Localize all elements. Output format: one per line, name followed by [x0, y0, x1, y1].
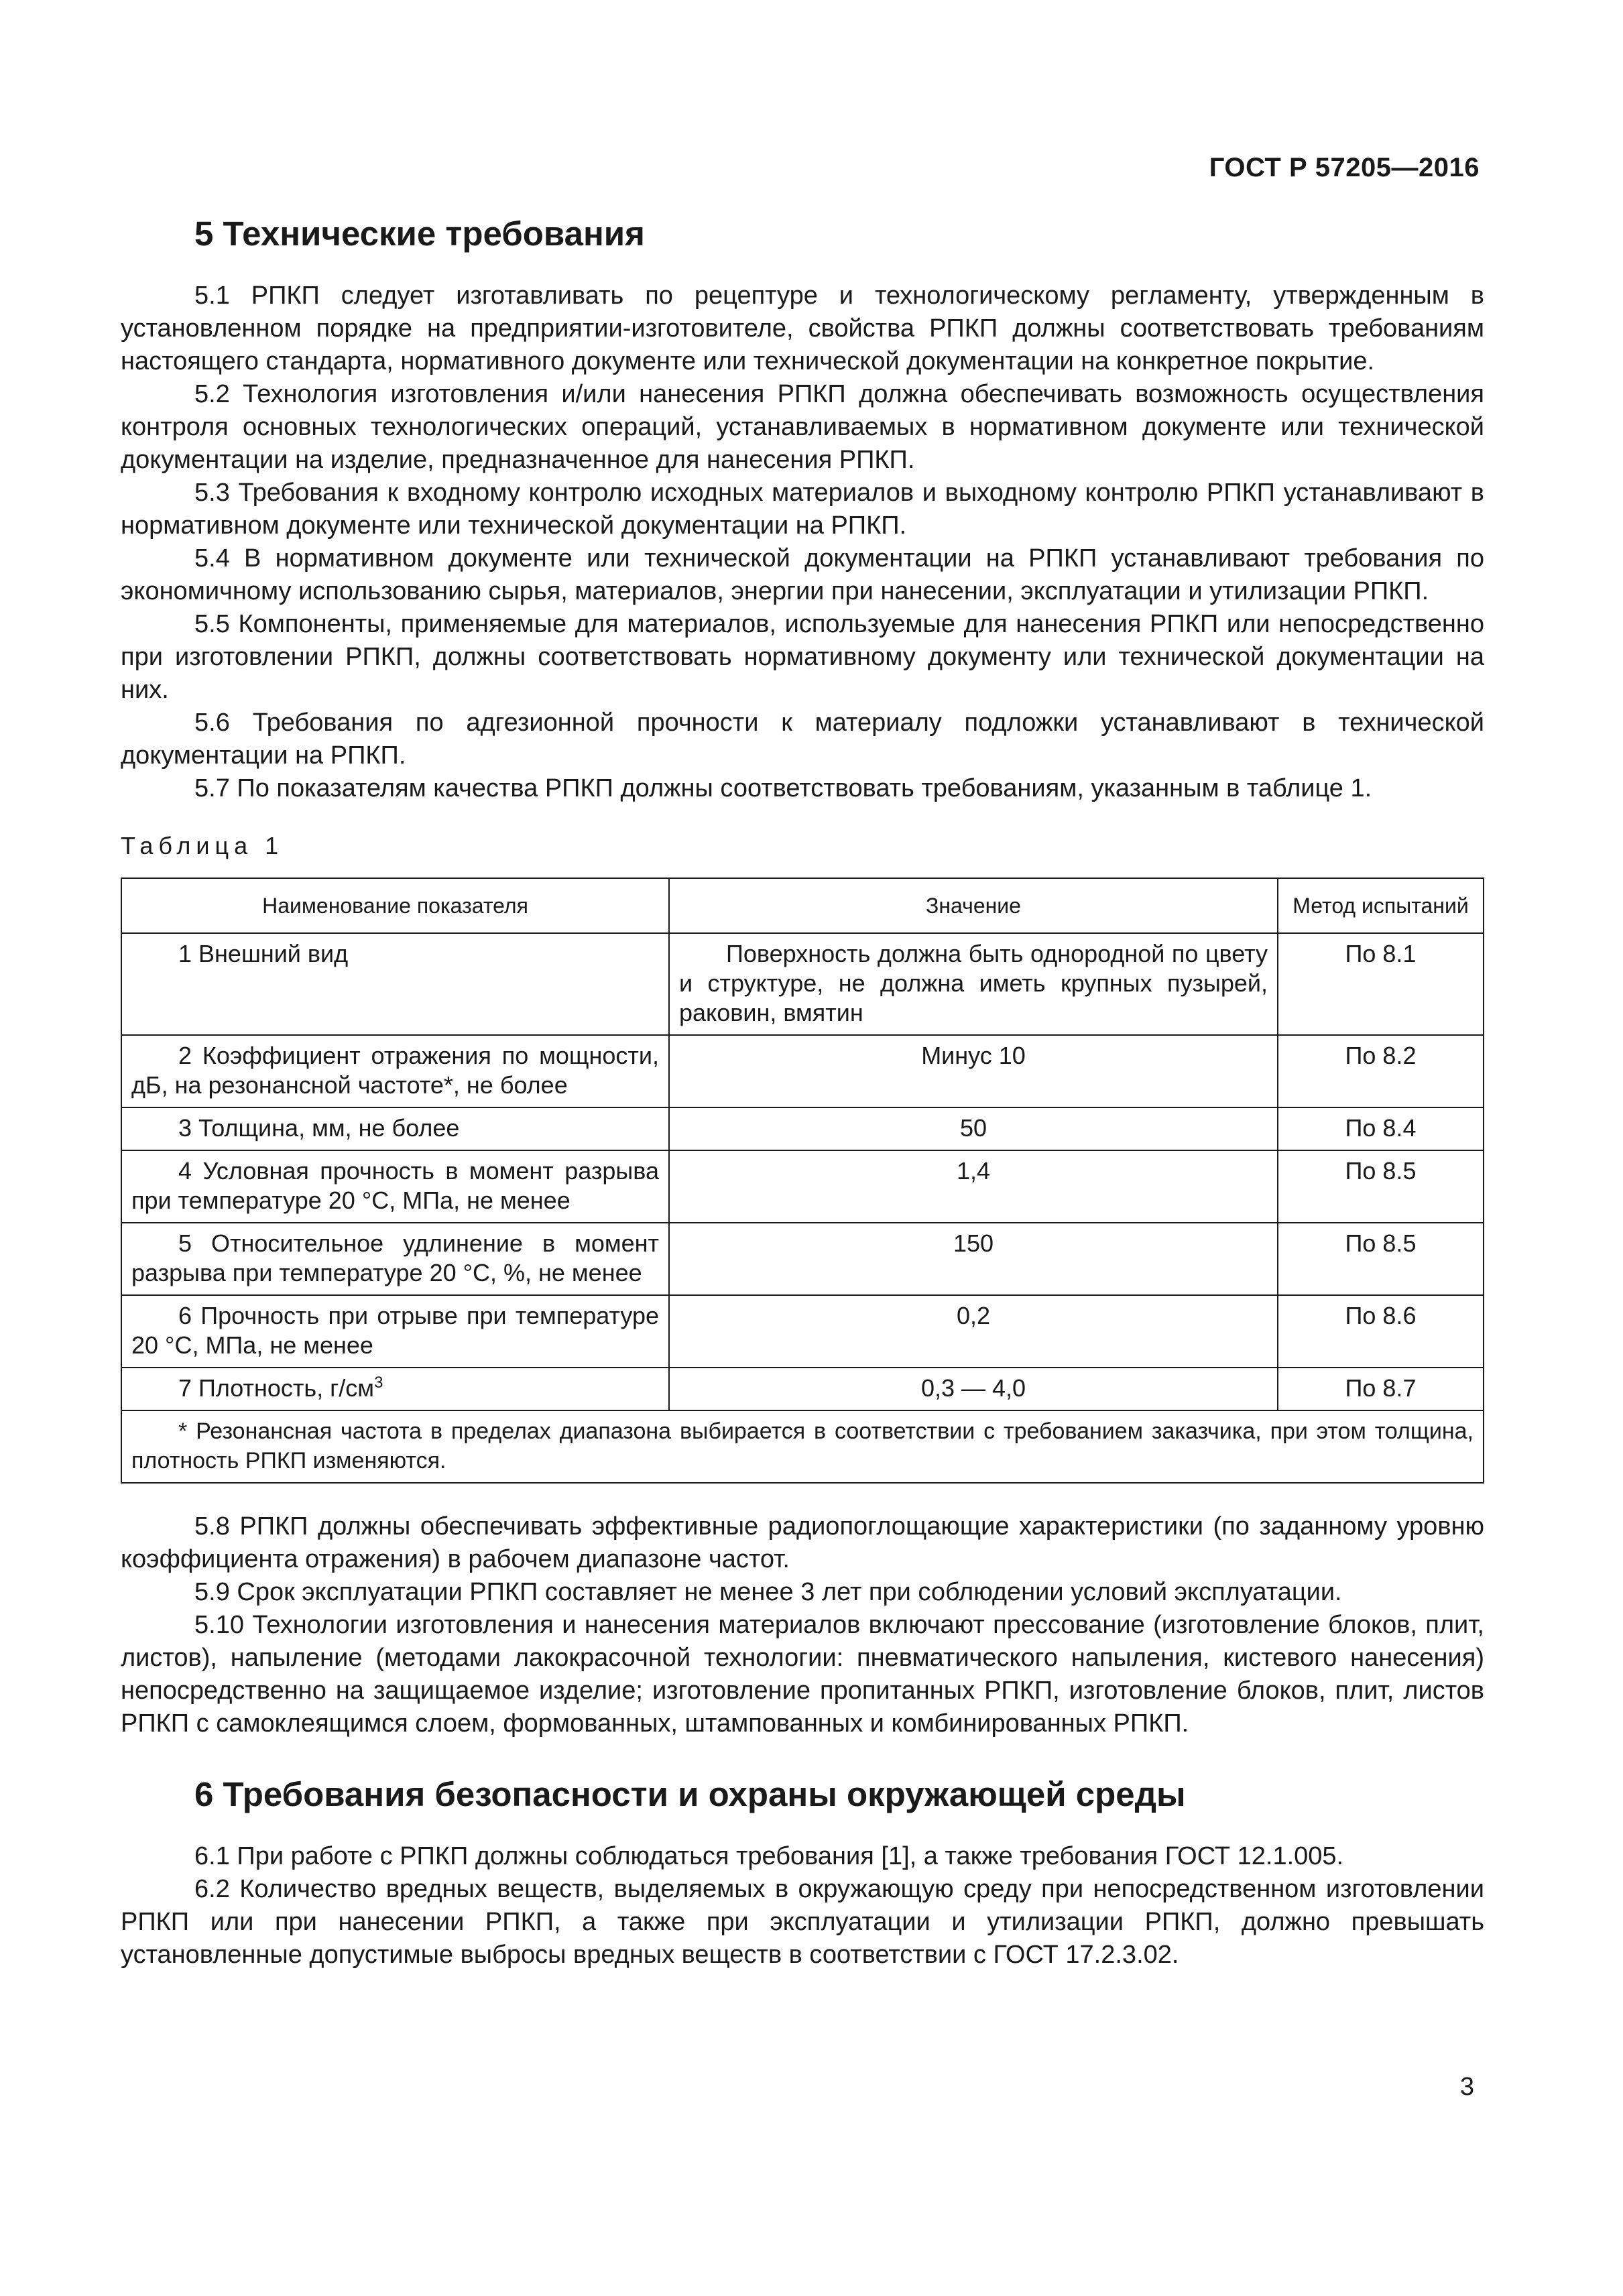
row-name: 4 Условная прочность в момент разрыва при температуре 20 °С, МПа, не менее [121, 1150, 669, 1223]
row-value: 150 [669, 1223, 1278, 1295]
paragraph-5-7: 5.7 По показателям качества РПКП должны соответствовать требованиям, указанным в таблице 1. [194, 774, 1372, 803]
table-row [121, 1150, 1484, 1223]
row-value: 1,4 [669, 1150, 1278, 1223]
header-value: Значение [669, 878, 1278, 933]
row-value: 0,2 [669, 1295, 1278, 1368]
table-footnote-row [121, 1410, 1484, 1483]
row-method: По 8.7 [1278, 1368, 1484, 1410]
paragraph-5-8: 5.8 РПКП должны обеспечивать эффективные радиопоглощающие характеристики (по заданному уровню коэффициента отражения) в рабочем диапазоне частот. [121, 1512, 1484, 1574]
paragraph-5-3: 5.3 Требования к входному контролю исходных материалов и выходному контролю РПКП устанавливают в нормативном документе или технической документации на РПКП. [121, 479, 1484, 540]
paragraph-6-1: 6.1 При работе с РПКП должны соблюдаться требования [1], а также требования ГОСТ 12.1.005. [194, 1842, 1344, 1871]
paragraph-5-9: 5.9 Срок эксплуатации РПКП составляет не менее 3 лет при соблюдении условий эксплуатации. [194, 1578, 1342, 1607]
page-number: 3 [1459, 2073, 1474, 2101]
row-value: 50 [669, 1107, 1278, 1150]
row-name [121, 1368, 669, 1410]
paragraph-5-4: 5.4 В нормативном документе или технической документации на РПКП устанавливают требования по экономичному использованию сырья, материалов, энергии при нанесении, эксплуатации и утилизации РПКП. [121, 544, 1484, 606]
document-code: ГОСТ Р 57205—2016 [1209, 153, 1480, 182]
row-name: 5 Относительное удлинение в момент разрыва при температуре 20 °С, %, не менее [121, 1223, 669, 1295]
page-content [121, 213, 1484, 1972]
paragraph-5-10: 5.10 Технологии изготовления и нанесения материалов включают прессование (изготовление блоков, плит, листов), напыление (методами лакокрасочной технологии: пневматического напыления, кистевого нанесения) непосредственно на защищаемое изделие; изготовление пропитанных РПКП, изготовление блоков, плит, листов РПКП с самоклеящимся слоем, формованных, штампованных и комбинированных РПКП. [121, 1611, 1484, 1738]
row-name: 6 Прочность при отрыве при температуре 20 °С, МПа, не менее [121, 1295, 669, 1368]
table-row [121, 1295, 1484, 1368]
table-row [121, 1035, 1484, 1107]
row-method: По 8.5 [1278, 1223, 1484, 1295]
row-value: Поверхность должна быть однородной по цвету и структуре, не должна иметь крупных пузырей, раковин, вмятин [669, 933, 1278, 1035]
section-6 [121, 1774, 1484, 1972]
table-row [121, 1223, 1484, 1295]
paragraph-5-6: 5.6 Требования по адгезионной прочности к материалу подложки устанавливают в технической документации на РПКП. [121, 709, 1484, 770]
row-name: 2 Коэффициент отражения по мощности, дБ, на резонансной частоте*, не более [121, 1035, 669, 1107]
table-footnote: * Резонансная частота в пределах диапазона выбирается в соответствии с требованием заказчика, при этом толщина, плотность РПКП изменяются. [121, 1410, 1484, 1483]
row-name: 1 Внешний вид [121, 933, 669, 1035]
table-caption: Таблица 1 [121, 832, 284, 860]
table-row [121, 1107, 1484, 1150]
row-method: По 8.6 [1278, 1295, 1484, 1368]
row-method: По 8.5 [1278, 1150, 1484, 1223]
row-method: По 8.4 [1278, 1107, 1484, 1150]
row-value: 0,3 — 4,0 [669, 1368, 1278, 1410]
section-6-title: 6 Требования безопасности и охраны окружающей среды [194, 1775, 1186, 1814]
paragraph-5-1: 5.1 РПКП следует изготавливать по рецептуре и технологическому регламенту, утвержденным в установленном порядке на предприятии-изготовителе, свойства РПКП должны соответствовать требованиям настоящего стандарта, нормативного документе или технической документации на конкретное покрытие. [121, 282, 1484, 376]
row-method: По 8.1 [1278, 933, 1484, 1035]
section-5-title: 5 Технические требования [194, 215, 645, 253]
row-method: По 8.2 [1278, 1035, 1484, 1107]
row-value: Минус 10 [669, 1035, 1278, 1107]
paragraph-5-5: 5.5 Компоненты, применяемые для материалов, используемые для нанесения РПКП или непосредственно при изготовлении РПКП, должны соответствовать нормативному документу или технической документации на них. [121, 610, 1484, 705]
paragraph-5-2: 5.2 Технология изготовления и/или нанесения РПКП должна обеспечивать возможность осуществления контроля основных технологических операций, устанавливаемых в нормативном документе или технической документации на изделие, предназначенное для нанесения РПКП. [121, 380, 1484, 475]
header-test-method: Метод испытаний [1278, 878, 1484, 933]
table-row [121, 1368, 1484, 1410]
paragraph-6-2: 6.2 Количество вредных веществ, выделяемых в окружающую среду при непосредственном изготовлении РПКП или при нанесении РПКП, а также при эксплуатации и утилизации РПКП, должно превышать установленные допустимые выбросы вредных веществ в соответствии с ГОСТ 17.2.3.02. [121, 1875, 1484, 1970]
header-indicator-name: Наименование показателя [121, 878, 669, 933]
table-header-row [121, 878, 1484, 933]
requirements-table [121, 878, 1484, 1484]
row-name-text: 7 Плотность, г/см [178, 1374, 375, 1402]
row-name: 3 Толщина, мм, не более [121, 1107, 669, 1150]
superscript-exponent: 3 [374, 1374, 383, 1392]
table-row [121, 933, 1484, 1035]
